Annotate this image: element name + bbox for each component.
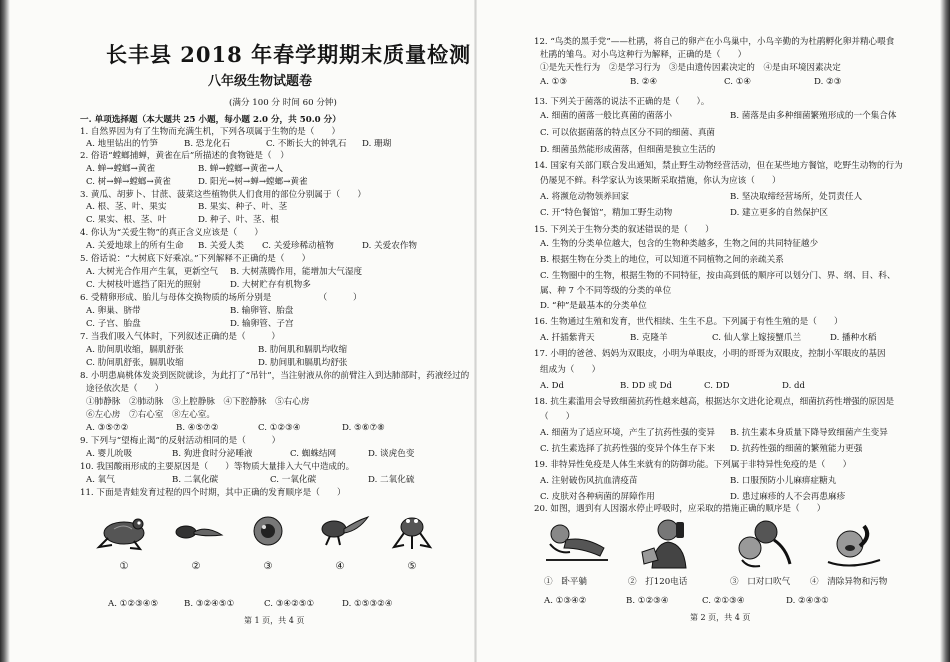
q8-option-a: A. ③⑤⑦② — [86, 423, 129, 433]
q18-option-a: A. 细菌为了适应环境，产生了抗药性强的变异 — [540, 428, 715, 438]
q14-option-b: B. 坚决取缔经营场所，处罚责任人 — [730, 192, 863, 202]
frog-life-cycle-figure — [94, 507, 444, 573]
q13-option-c: C. 可以依据菌落的特点区分不同的细菌、真菌 — [540, 128, 716, 138]
q10-option-c: C. 一氧化碳 — [270, 475, 317, 485]
q19-option-d: D. 患过麻疹的人不会再患麻疹 — [730, 492, 846, 502]
q13-option-b: B. 菌落是由多种细菌繁殖形成的一个集合体 — [730, 111, 897, 121]
q6-options-row2 — [80, 318, 468, 330]
q14-stem-line1: 14. 国家有关部门联合发出通知，禁止野生动物经营活动，但在某些地方餐馆，吃野生动物的行为 — [534, 161, 903, 171]
q17-options — [534, 380, 916, 392]
q1-option-d: D. 珊瑚 — [362, 139, 392, 149]
q3-option-d: D. 种子、叶、茎、根 — [198, 215, 279, 225]
q16-option-d: D. 播种水稻 — [830, 333, 877, 343]
q19-option-c: C. 皮肤对各种病菌的屏障作用 — [540, 492, 655, 502]
q3-option-b: B. 果实、种子、叶、茎 — [198, 202, 288, 212]
q18-stem-line2: （ ） — [540, 412, 575, 422]
q15-stem: 15. 下列关于生物分类的叙述错误的是（ ） — [534, 225, 714, 235]
scan-edge-right — [940, 0, 950, 662]
q1-options — [80, 138, 468, 150]
q19-option-b: B. 口服预防小儿麻痹症糖丸 — [730, 476, 837, 486]
q16-option-a: A. 扦插紫背天 — [540, 333, 595, 343]
q4-option-b: B. 关爱人类 — [198, 241, 245, 251]
q3-stem: 3. 黄瓜、胡萝卜、甘蔗、菠菜这些植物供人们食用的部位分别属于（ ） — [80, 190, 366, 200]
q6-options-row1 — [80, 305, 468, 317]
q3-options-row2 — [80, 214, 468, 226]
q10-option-b: B. 二氧化碳 — [172, 475, 219, 485]
scan-edge-left — [0, 0, 10, 662]
q13-stem: 13. 下列关于菌落的说法不正确的是（ ）。 — [534, 97, 710, 107]
page-fold — [474, 0, 477, 662]
q19-options-row1 — [534, 475, 916, 487]
q15-option-c-line1: C. 生物圈中的生物，根据生物的不同特征，按由高到低的顺序可以划分门、界、纲、目、科、 — [540, 271, 896, 281]
q15-option-b: B. 根据生物在分类上的地位，可以知道不同植物之间的亲疏关系 — [540, 255, 784, 265]
q4-stem: 4. 你认为“关爱生物”的真正含义应该是（ ） — [80, 228, 263, 238]
frog-stage-2 — [166, 507, 226, 573]
first-aid-caption-1: ① 卧平躺 — [544, 577, 587, 587]
rescue-breath-icon — [726, 514, 796, 570]
q7-option-a: A. 肋间肌收缩，膈肌舒张 — [86, 345, 184, 355]
q11-option-c: C. ③④②⑤① — [264, 599, 315, 609]
q7-options-row2 — [80, 357, 468, 369]
q12-option-a: A. ①③ — [540, 77, 568, 87]
frog-stage-2-number: ② — [191, 561, 201, 572]
q12-stem-line2: 杜鹃的雏鸟。对小鸟这种行为解释，正确的是（ ） — [540, 50, 747, 60]
section-heading: 一. 单项选择题（本大题共 25 小题，每小题 2.0 分，共 50.0 分） — [80, 115, 341, 125]
q12-option-b: B. ②④ — [630, 77, 658, 87]
first-aid-step-4 — [820, 514, 890, 570]
q8-items-line2: ⑥左心房 ⑦右心室 ⑧左心室。 — [86, 410, 215, 420]
q12-options — [534, 76, 916, 88]
lying-person-icon — [540, 514, 610, 570]
q11-options — [80, 598, 468, 610]
q15-option-a: A. 生物的分类单位越大，包含的生物种类越多，生物之间的共同特征越少 — [540, 239, 819, 249]
q8-options — [80, 422, 468, 434]
frog-egg-icon — [238, 507, 298, 555]
q17-option-c: C. DD — [704, 381, 730, 391]
q4-option-d: D. 关爱农作物 — [362, 241, 418, 251]
q17-stem-line1: 17. 小明的爸爸、妈妈为双眼皮，小明为单眼皮，小明的哥哥为双眼皮，控制小军眼皮的基因 — [534, 349, 886, 359]
q17-stem-line2: 组成为（ ） — [540, 365, 601, 375]
q8-option-b: B. ④⑤⑦② — [176, 423, 219, 433]
q20-option-c: C. ②①③④ — [702, 596, 745, 606]
frog-stage-3 — [238, 507, 298, 573]
first-aid-figure — [534, 514, 916, 592]
q6-option-a: A. 卵巢、脐带 — [86, 306, 141, 316]
q2-options-row2 — [80, 176, 468, 188]
q18-options-row2 — [534, 443, 916, 455]
q8-option-c: C. ①②③④ — [258, 423, 301, 433]
adult-frog-icon — [94, 507, 154, 555]
q18-option-c: C. 抗生素选择了抗药性强的变异个体生存下来 — [540, 444, 716, 454]
frog-stage-3-number: ③ — [263, 561, 273, 572]
q7-stem: 7. 当我们吸入气体时，下列叙述正确的是（ ） — [80, 332, 280, 342]
q16-stem: 16. 生物通过生殖和发育，世代相续、生生不息。下列属于有性生殖的是（ ） — [534, 317, 843, 327]
q5-option-b: B. 大树蒸腾作用，能增加大气湿度 — [230, 267, 363, 277]
phone-call-icon — [632, 514, 702, 570]
q20-option-b: B. ①②③④ — [626, 596, 669, 606]
q4-option-a: A. 关爱地球上的所有生命 — [86, 241, 184, 251]
q18-option-b: B. 抗生素本身质量下降导致细菌产生变异 — [730, 428, 888, 438]
q14-option-d: D. 建立更多的自然保护区 — [730, 208, 828, 218]
q5-option-d: D. 大树贮存有机物多 — [230, 280, 311, 290]
q6-option-b: B. 输卵管、胎盘 — [230, 306, 294, 316]
q12-option-c: C. ①④ — [724, 77, 752, 87]
q7-option-d: D. 肋间肌和膈肌均舒张 — [258, 358, 348, 368]
q10-stem: 10. 我国酸雨形成的主要原因是（ ）等物质大量排入大气中造成的。 — [80, 462, 355, 472]
q2-option-b: B. 蝉→螳螂→黄雀→人 — [198, 164, 283, 174]
q17-option-a: A. Dd — [540, 381, 565, 391]
legged-tadpole-icon — [310, 507, 370, 555]
q9-option-d: D. 谈虎色变 — [368, 449, 415, 459]
q3-option-a: A. 根、茎、叶、果实 — [86, 202, 167, 212]
q9-option-b: B. 狗进食时分泌唾液 — [172, 449, 253, 459]
q14-stem-line2: 仍屡见不鲜。科学家认为该果断采取措施，你认为应该（ ） — [540, 176, 781, 186]
q6-option-d: D. 输卵管、子宫 — [230, 319, 294, 329]
q8-stem-line1: 8. 小明患扁桃体发炎到医院就诊，为此打了“吊针”，当注射液从你的前臂注入到达肺部时，药液经过的 — [80, 371, 470, 381]
q7-options-row1 — [80, 344, 468, 356]
q15-option-c-line2: 属、种 7 个不同等级的分类的单位 — [540, 286, 672, 296]
q6-option-c: C. 子宫、胎盘 — [86, 319, 141, 329]
q1-option-b: B. 恐龙化石 — [184, 139, 231, 149]
q10-option-d: D. 二氧化硫 — [368, 475, 415, 485]
q14-options-row2 — [534, 207, 916, 219]
first-aid-step-3 — [726, 514, 796, 570]
q11-option-d: D. ①⑤③②④ — [342, 599, 393, 609]
q18-option-d: D. 抗药性强的细菌的繁殖能力更强 — [730, 444, 863, 454]
q2-options-row1 — [80, 163, 468, 175]
first-aid-step-1 — [540, 514, 610, 570]
q19-option-a: A. 注射破伤风抗血清疫苗 — [540, 476, 638, 486]
q1-option-a: A. 地里钻出的竹笋 — [86, 139, 158, 149]
q8-stem-line2: 途径依次是（ ） — [86, 384, 164, 394]
q5-option-c: C. 大树枝叶遮挡了阳光的照射 — [86, 280, 201, 290]
q8-items-line1: ①肺静脉 ②肺动脉 ③上腔静脉 ④下腔静脉 ⑤右心房 — [86, 397, 310, 407]
exam-subtitle: 八年级生物试题卷 — [208, 74, 313, 89]
q16-option-c: C. 仙人掌上嫁接蟹爪兰 — [712, 333, 802, 343]
q17-option-b: B. DD 或 Dd — [620, 381, 673, 391]
q19-stem: 19. 非特异性免疫是人体生来就有的防御功能。下列属于非特异性免疫的是（ ） — [534, 460, 852, 470]
q18-stem-line1: 18. 抗生素滥用会导致细菌抗药性越来越高，根据达尔文进化论观点，细菌抗药性增强的原因是 — [534, 397, 895, 407]
froglet-icon — [382, 507, 442, 555]
tadpole-icon — [166, 507, 226, 555]
q14-options-row1 — [534, 191, 916, 203]
q17-option-d: D. dd — [782, 381, 806, 391]
q5-stem: 5. 俗话说：“大树底下好乘凉。”下列解释不正确的是（ ） — [80, 254, 311, 264]
q14-option-a: A. 将濒危动物领养回家 — [540, 192, 630, 202]
q16-option-b: B. 克隆羊 — [630, 333, 668, 343]
q12-stem-line1: 12. “鸟类的黑手党”——杜鹃，将自己的卵产在小鸟巢中，小鸟辛勤的为杜鹃孵化卵并精心喂食 — [534, 37, 895, 47]
page-1-footer: 第 1 页，共 4 页 — [244, 616, 305, 625]
q16-options — [534, 332, 916, 344]
page-2-footer: 第 2 页，共 4 页 — [690, 613, 751, 622]
q12-option-d: D. ②③ — [814, 77, 842, 87]
q19-options-row2 — [534, 491, 916, 503]
q9-option-c: C. 蜘蛛结网 — [290, 449, 337, 459]
q2-option-c: C. 树→蝉→螳螂→黄雀 — [86, 177, 171, 187]
q6-stem: 6. 受精卵形成、胎儿与母体交换物质的场所分别是 （ ） — [80, 293, 362, 303]
q20-options — [534, 595, 916, 607]
q3-options-row1 — [80, 201, 468, 213]
frog-stage-1-number: ① — [119, 561, 129, 572]
exam-title: 长丰县 2018 年春学期期末质量检测 — [106, 42, 472, 67]
q2-option-d: D. 阳光→树→蝉→螳螂→黄雀 — [198, 177, 308, 187]
q9-options — [80, 448, 468, 460]
q11-option-b: B. ③②④⑤① — [184, 599, 235, 609]
frog-stage-5-number: ⑤ — [407, 561, 417, 572]
q9-stem: 9. 下列与“望梅止渴”的反射活动相同的是（ ） — [80, 436, 281, 446]
frog-stage-1 — [94, 507, 154, 573]
q2-option-a: A. 蝉→螳螂→黄雀 — [86, 164, 156, 174]
q7-option-b: B. 肋间肌和膈肌均收缩 — [258, 345, 348, 355]
q11-option-a: A. ①②③④⑤ — [108, 599, 159, 609]
q18-options-row1 — [534, 427, 916, 439]
q8-option-d: D. ⑤⑥⑦⑧ — [342, 423, 385, 433]
q2-stem: 2. 俗语“螳螂捕蝉，黄雀在后”所描述的食物链是（ ） — [80, 151, 289, 161]
first-aid-caption-3: ③ 口对口吹气 — [730, 577, 791, 587]
frog-stage-5 — [382, 507, 442, 573]
q1-option-c: C. 不断长大的钟乳石 — [266, 139, 347, 149]
q11-stem: 11. 下面是青蛙发育过程的四个时期，其中正确的发育顺序是（ ） — [80, 488, 346, 498]
q4-options — [80, 240, 468, 252]
q20-stem: 20. 如图，遇到有人因溺水停止呼吸时，应采取的措施正确的顺序是（ ） — [534, 504, 826, 514]
first-aid-caption-4: ④ 清除异物和污物 — [810, 577, 888, 587]
clear-airway-icon — [820, 514, 890, 570]
q20-option-d: D. ②④③① — [786, 596, 829, 606]
exam-meta: (满分 100 分 时间 60 分钟) — [229, 98, 337, 108]
frog-stage-4 — [310, 507, 370, 573]
q7-option-c: C. 肋间肌舒张，膈肌收缩 — [86, 358, 184, 368]
q5-option-a: A. 大树光合作用产生氧，更新空气 — [86, 267, 218, 277]
q13-options-row1 — [534, 110, 916, 122]
q9-option-a: A. 婴儿吮吸 — [86, 449, 133, 459]
q3-option-c: C. 果实、根、茎、叶 — [86, 215, 167, 225]
q1-stem: 1. 自然界因为有了生物而充满生机，下列各项属于生物的是（ ） — [80, 127, 341, 137]
frog-stage-4-number: ④ — [335, 561, 345, 572]
q12-items: ①是先天性行为 ②是学习行为 ③是由遗传因素决定的 ④是由环境因素决定 — [540, 63, 841, 73]
q5-options-row1 — [80, 266, 468, 278]
q5-options-row2 — [80, 279, 468, 291]
q14-option-c: C. 开“特色餐馆”，精加工野生动物 — [540, 208, 673, 218]
q10-option-a: A. 氧气 — [86, 475, 115, 485]
first-aid-caption-2: ② 打120电话 — [628, 577, 688, 587]
q15-option-d: D. “种”是最基本的分类单位 — [540, 301, 647, 311]
q4-option-c: C. 关爱珍稀动植物 — [262, 241, 334, 251]
first-aid-step-2 — [632, 514, 702, 570]
q20-option-a: A. ①③④② — [544, 596, 587, 606]
q13-option-a: A. 细菌的菌落一般比真菌的菌落小 — [540, 111, 672, 121]
q13-option-d: D. 细菌虽然能形成菌落，但细菌是独立生活的 — [540, 145, 716, 155]
q10-options — [80, 474, 468, 486]
